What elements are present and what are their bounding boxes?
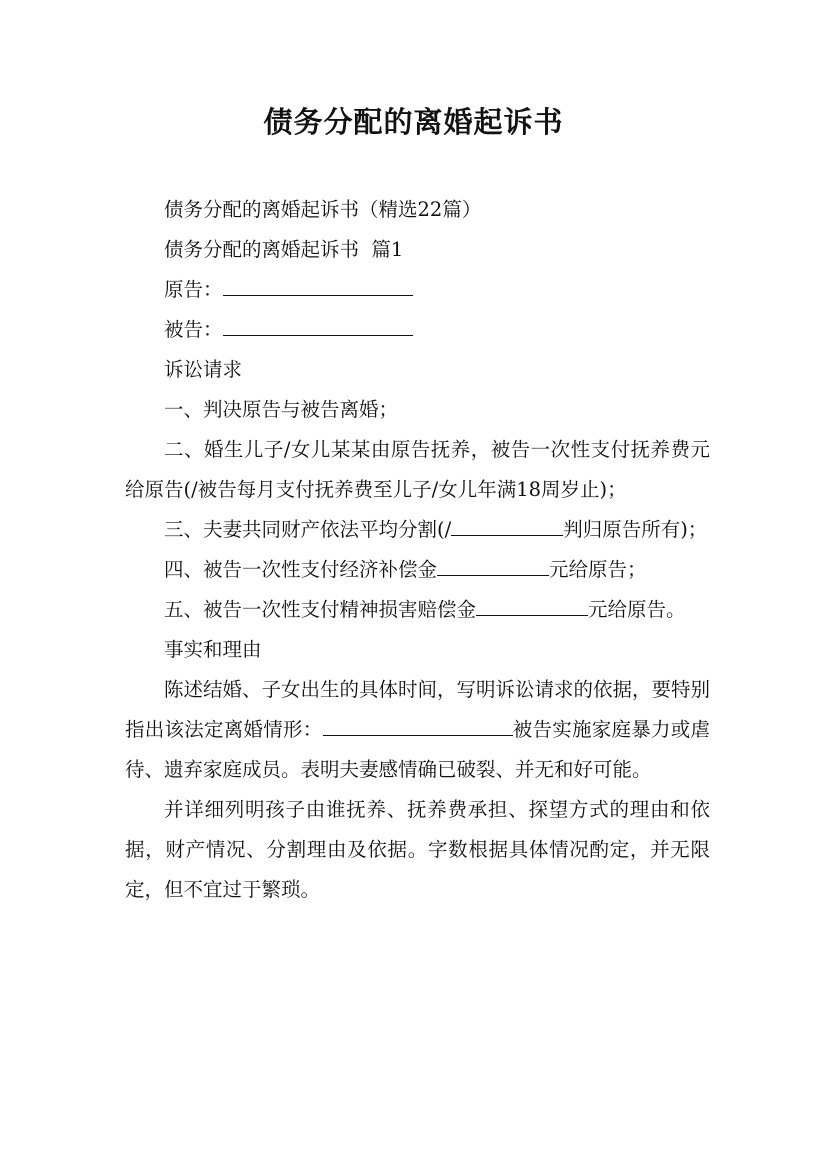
claim-5-blank (476, 595, 588, 616)
document-subtitle: 债务分配的离婚起诉书（精选22篇） (164, 198, 482, 221)
defendant-blank (223, 315, 413, 336)
claim-4-text-before: 四、被告一次性支付经济补偿金 (164, 558, 438, 581)
defendant-label: 被告： (164, 318, 223, 341)
plaintiff-label: 原告： (164, 278, 223, 301)
facts-paragraph-1 (125, 670, 710, 790)
claim-5-text-before: 五、被告一次性支付精神损害赔偿金 (164, 598, 477, 621)
facts-paragraph-2: 并详细列明孩子由谁抚养、抚养费承担、探望方式的理由和依据，财产情况、分割理由及依据。字数根据具体情况酌定，并无限定，但不宜过于繁琐。 (125, 798, 710, 901)
document-body (125, 190, 710, 910)
defendant-line (125, 310, 710, 350)
claim-4-blank (437, 555, 549, 576)
section-heading: 债务分配的离婚起诉书 篇1 (164, 238, 404, 261)
plaintiff-line (125, 270, 710, 310)
claim-1: 一、判决原告与被告离婚； (164, 398, 399, 421)
facts-1-text-after: 被告实施家庭暴力或虐待、遗弃家庭成员。表明夫妻感情确已破裂、并无和好可能。 (125, 718, 710, 781)
claim-3-text-before: 三、夫妻共同财产依法平均分割(/ (164, 518, 452, 541)
claim-5 (125, 590, 710, 630)
facts-1-blank (323, 715, 513, 736)
claim-3-text-after: 判归原告所有)； (563, 518, 708, 541)
claim-4-text-after: 元给原告； (549, 558, 647, 581)
claim-4 (125, 550, 710, 590)
claims-heading: 诉讼请求 (164, 358, 243, 381)
facts-1-text-before: 陈述结婚、子女出生的具体时间，写明诉讼请求的依据，要特别指出该法定离婚情形： (125, 678, 711, 741)
facts-heading: 事实和理由 (164, 638, 262, 661)
claim-3 (125, 510, 710, 550)
document-title: 债务分配的离婚起诉书 (263, 105, 564, 139)
claim-2: 二、婚生儿子/女儿某某由原告抚养，被告一次性支付抚养费元给原告(/被告每月支付抚养费至儿子/女儿年满18周岁止)； (125, 438, 710, 501)
plaintiff-blank (223, 275, 413, 296)
claim-3-blank (451, 515, 563, 536)
claim-5-text-after: 元给原告。 (588, 598, 686, 621)
